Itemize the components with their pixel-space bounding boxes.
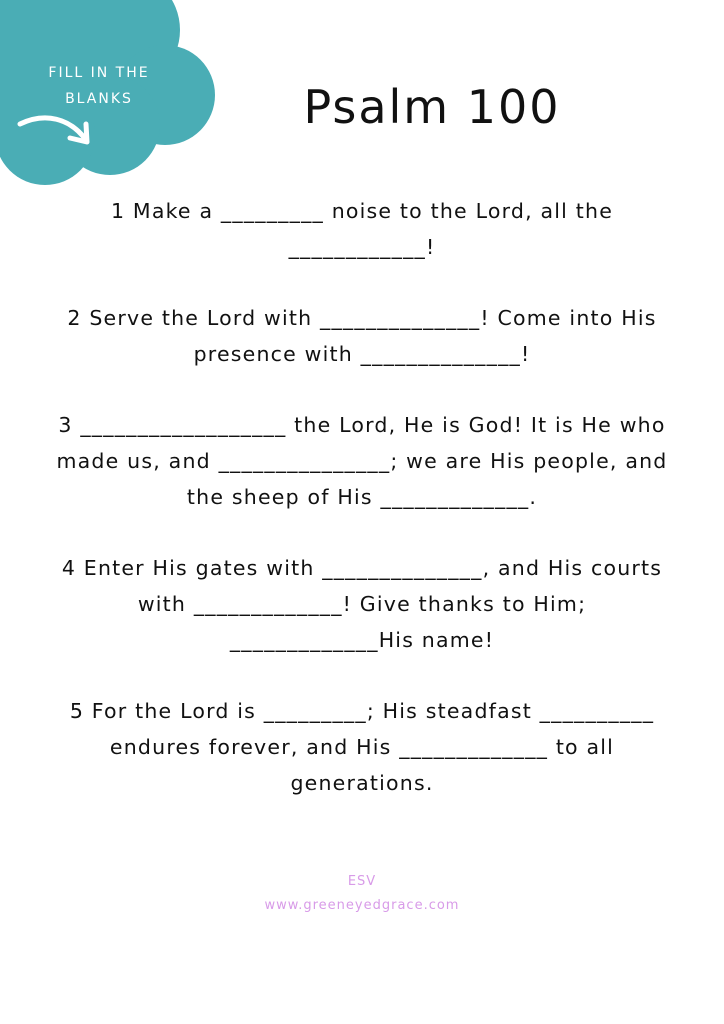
footer bbox=[0, 870, 724, 918]
bible-version: ESV bbox=[347, 874, 377, 889]
verse-5: 5 For the Lord is _________; His steadfast __________ endures forever, and His _____________ to all generations. bbox=[69, 699, 655, 795]
website-link[interactable]: www.greeneyedgrace.com bbox=[264, 898, 460, 913]
verse-3: 3 __________________ the Lord, He is God! It is He who made us, and _______________; we are His people, and the sheep of His _____________. bbox=[56, 413, 668, 509]
verse-4: 4 Enter His gates with ______________, and His courts with _____________! Give thanks to Him; _____________His name! bbox=[61, 556, 663, 652]
verse-list bbox=[50, 193, 674, 836]
verse-1: 1 Make a _________ noise to the Lord, all the ____________! bbox=[110, 199, 614, 259]
verse-2: 2 Serve the Lord with ______________! Come into His presence with ______________! bbox=[67, 306, 657, 366]
page-title: Psalm 100 bbox=[303, 80, 561, 134]
badge-label: FILL IN THE BLANKS bbox=[48, 65, 150, 107]
